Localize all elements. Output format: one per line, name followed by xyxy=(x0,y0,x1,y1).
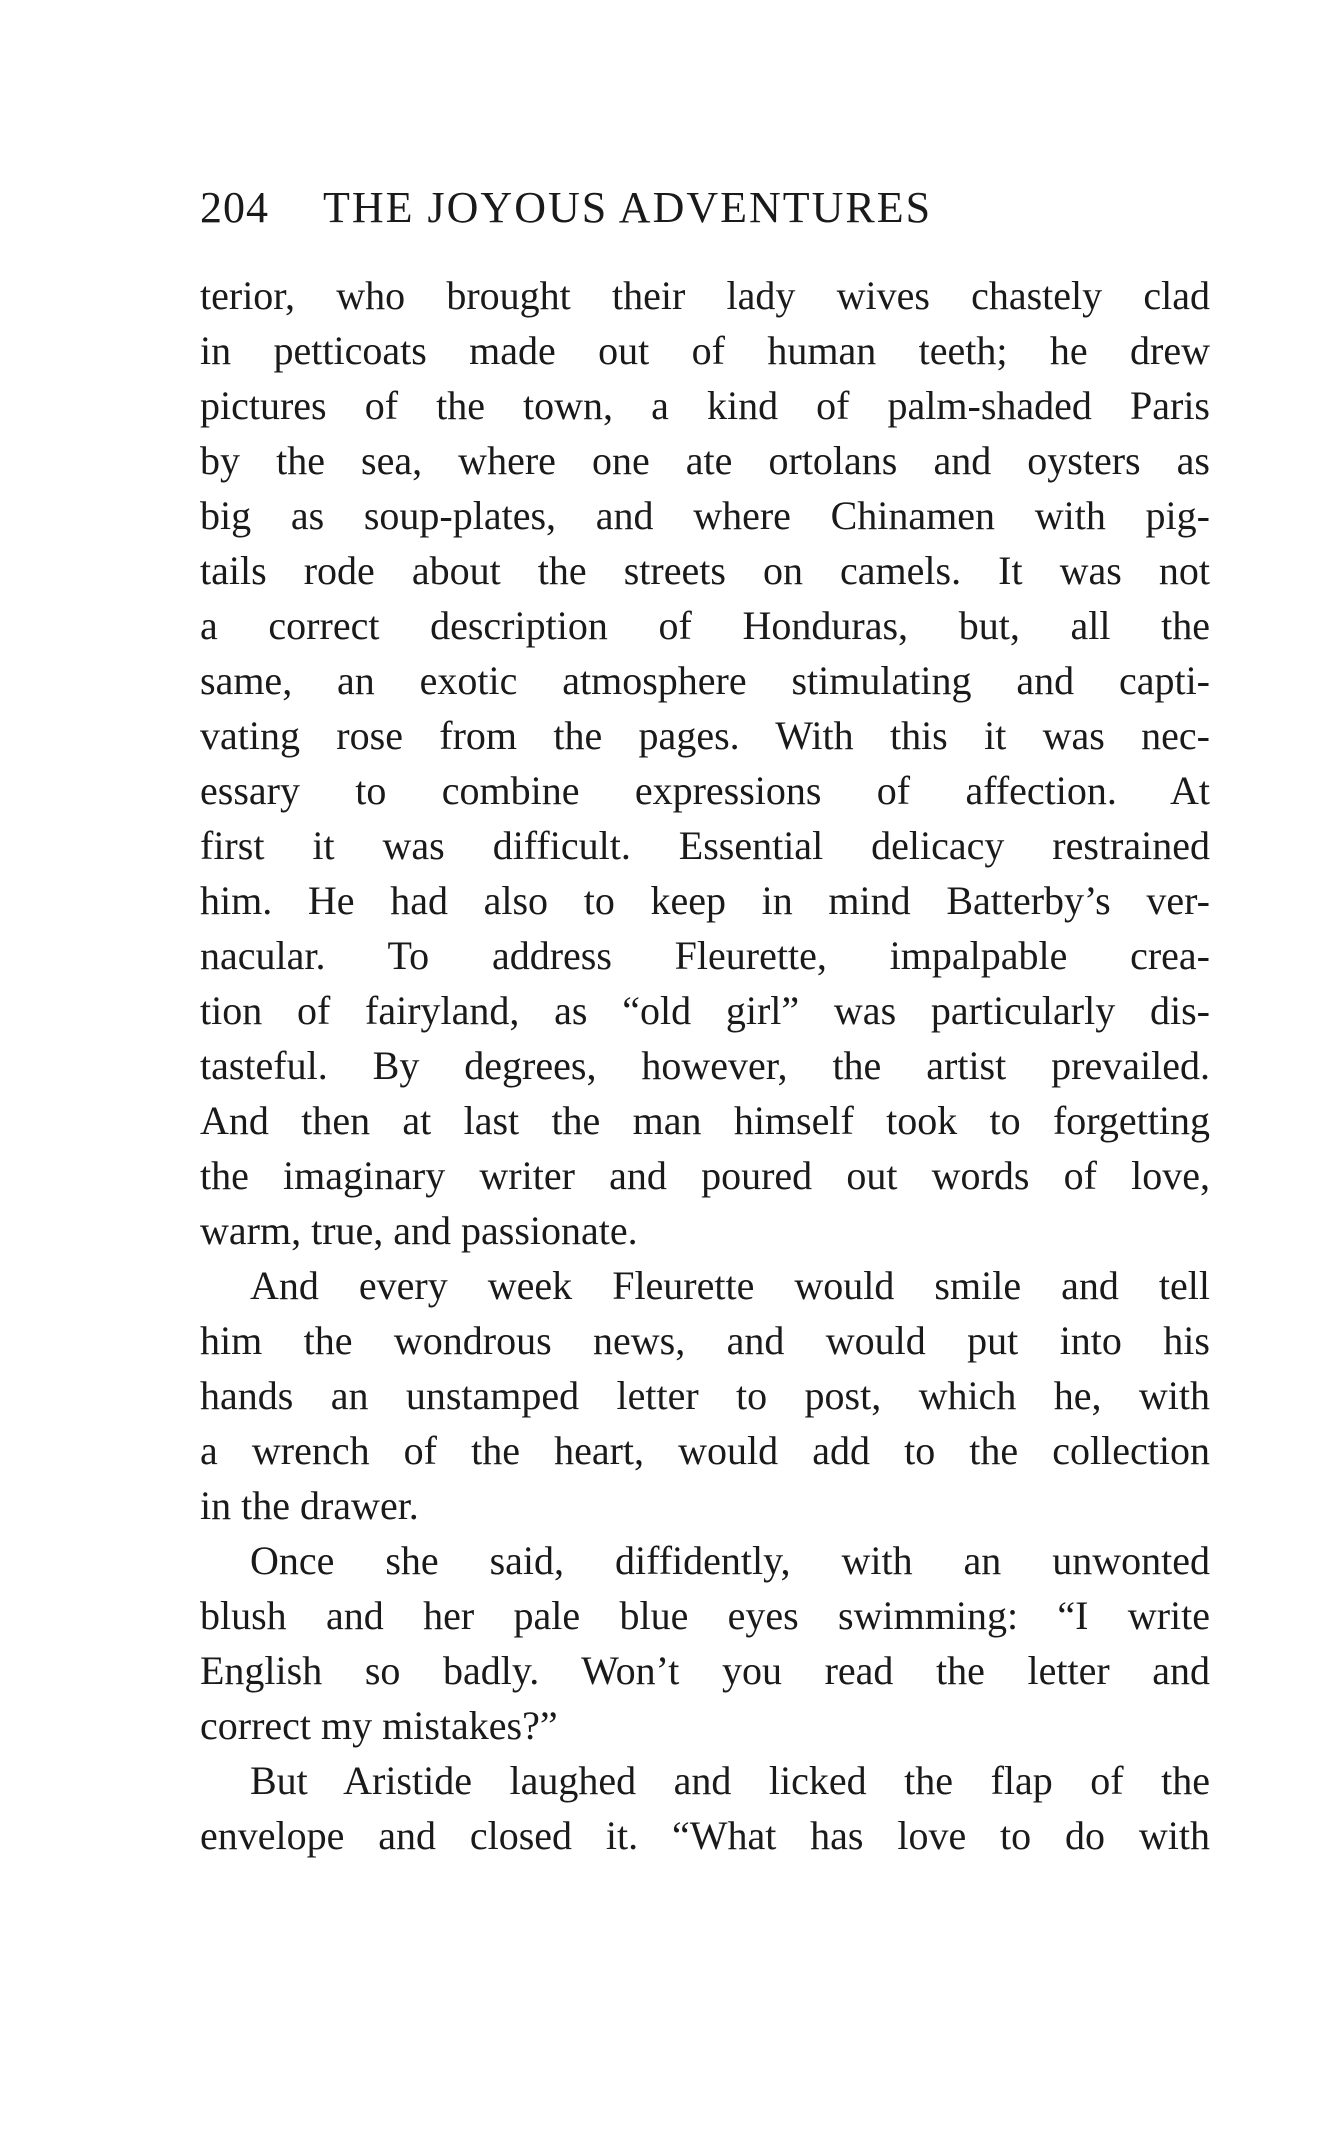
text-line: by the sea, where one ate ortolans and oysters as xyxy=(200,438,1210,483)
text-line: him. He had also to keep in mind Batterby’s ver- xyxy=(200,878,1210,923)
text-line: him the wondrous news, and would put into his xyxy=(200,1318,1210,1363)
text-line: blush and her pale blue eyes swimming: “I write xyxy=(200,1593,1210,1638)
text-line: nacular. To address Fleurette, impalpable crea- xyxy=(200,933,1210,978)
running-title: THE JOYOUS ADVENTURES xyxy=(323,183,933,232)
text-line: hands an unstamped letter to post, which he, with xyxy=(200,1373,1210,1418)
text-line: warm, true, and passionate. xyxy=(200,1208,638,1253)
text-line: pictures of the town, a kind of palm-shaded Paris xyxy=(200,383,1210,428)
text-line: in the drawer. xyxy=(200,1483,419,1528)
text-line: a correct description of Honduras, but, all the xyxy=(200,603,1210,648)
text-line: English so badly. Won’t you read the letter and xyxy=(200,1648,1210,1693)
text-line: correct my mistakes?” xyxy=(200,1703,558,1748)
text-line: tails rode about the streets on camels. It was not xyxy=(200,548,1210,593)
text-line: envelope and closed it. “What has love to do with xyxy=(200,1813,1210,1858)
text-line: And then at last the man himself took to forgetting xyxy=(200,1098,1210,1143)
text-line: first it was difficult. Essential delicacy restrained xyxy=(200,823,1210,868)
text-line: same, an exotic atmosphere stimulating and capti- xyxy=(200,658,1210,703)
text-line: Once she said, diffidently, with an unwonted xyxy=(250,1538,1210,1583)
page-number: 204 xyxy=(200,183,269,232)
text-line: tasteful. By degrees, however, the artist prevailed. xyxy=(200,1043,1210,1088)
text-line: terior, who brought their lady wives chastely clad xyxy=(200,273,1210,318)
text-line: And every week Fleurette would smile and tell xyxy=(250,1263,1210,1308)
text-line: vating rose from the pages. With this it was nec- xyxy=(200,713,1210,758)
text-line: a wrench of the heart, would add to the collection xyxy=(200,1428,1210,1473)
text-line: tion of fairyland, as “old girl” was particularly dis- xyxy=(200,988,1210,1033)
text-line: essary to combine expressions of affection. At xyxy=(200,768,1210,813)
text-line: But Aristide laughed and licked the flap of the xyxy=(250,1758,1210,1803)
running-head xyxy=(200,178,1080,238)
text-line: in petticoats made out of human teeth; he drew xyxy=(200,328,1210,373)
text-line: the imaginary writer and poured out words of love, xyxy=(200,1153,1210,1198)
text-line: big as soup-plates, and where Chinamen with pig- xyxy=(200,493,1210,538)
